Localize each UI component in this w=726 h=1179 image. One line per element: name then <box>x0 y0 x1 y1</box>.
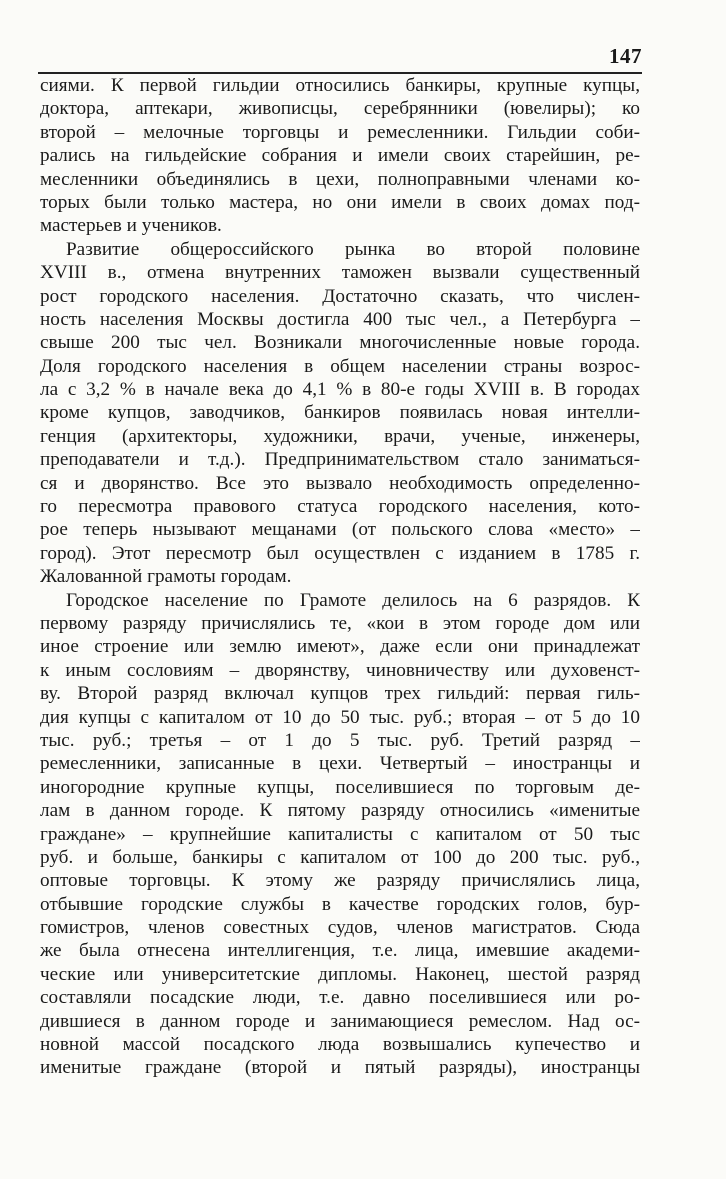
text-line: второй – мелочные торговцы и ремесленники. Гильдии соби- <box>40 121 640 143</box>
text-line: ность населения Москвы достигла 400 тыс чел., а Петербурга – <box>40 308 640 330</box>
text-line: оптовые торговцы. К этому же разряду причислялись лица, <box>40 870 640 892</box>
text-line: дившиеся в данном городе и занимающиеся ремеслом. Над ос- <box>40 1010 640 1032</box>
text-line: генция (архитекторы, художники, врачи, ученые, инженеры, <box>40 425 640 447</box>
text-line: рост городского населения. Достаточно сказать, что числен- <box>40 285 640 307</box>
text-line: го пересмотра правового статуса городского населения, кото- <box>40 496 640 518</box>
text-line: торых были только мастера, но они имели в своих домах под- <box>40 191 640 213</box>
text-line: дия купцы с капиталом от 10 до 50 тыс. руб.; вторая – от 5 до 10 <box>40 706 640 728</box>
text-line: сиями. К первой гильдии относились банкиры, крупные купцы, <box>40 75 640 96</box>
text-line: новной массой посадского люда возвышались купечество и <box>40 1034 640 1056</box>
text-line: рались на гильдейские собрания и имели своих старейшин, ре- <box>40 145 640 167</box>
text-line: ся и дворянство. Все это вызвало необходимость определенно- <box>40 472 640 494</box>
text-line: составляли посадские люди, т.е. давно поселившиеся или ро- <box>40 987 640 1009</box>
text-line: тыс. руб.; третья – от 1 до 5 тыс. руб. Третий разряд – <box>40 729 640 751</box>
text-line: ла с 3,2 % в начале века до 4,1 % в 80-е годы XVIII в. В городах <box>40 379 640 401</box>
text-line: иногородние крупные купцы, поселившиеся по торговым де- <box>40 776 640 798</box>
text-line: Доля городского населения в общем населении страны возрос- <box>40 355 640 377</box>
text-line: граждане» – крупнейшие капиталисты с капиталом от 50 тыс <box>40 823 640 845</box>
text-line: лам в данном городе. К пятому разряду относились «именитые <box>40 800 640 822</box>
text-line: руб. и больше, банкиры с капиталом от 100 до 200 тыс. руб., <box>40 846 640 868</box>
text-line: иное строение или землю имеют», даже если они принадлежат <box>40 636 640 658</box>
text-line: Развитие общероссийского рынка во второй половине <box>66 238 640 260</box>
text-line: гомистров, членов совестных судов, членов магистратов. Сюда <box>40 917 640 939</box>
text-line: ремесленники, записанные в цехи. Четвертый – иностранцы и <box>40 753 640 775</box>
text-line: XVIII в., отмена внутренних таможен вызвали существенный <box>40 262 640 284</box>
page-number: 147 <box>609 44 642 68</box>
text-line: месленники объединялись в цехи, полноправными членами ко- <box>40 168 640 190</box>
text-line: город). Этот пересмотр был осуществлен с изданием в 1785 г. <box>40 542 640 564</box>
text-line: кроме купцов, заводчиков, банкиров появилась новая интелли- <box>40 402 640 424</box>
text-line: свыше 200 тыс чел. Возникали многочисленные новые города. <box>40 332 640 354</box>
text-line: именитые граждане (второй и пятый разряды), иностранцы <box>40 1057 640 1079</box>
text-line: рое теперь нызывают мещанами (от польского слова «место» – <box>40 519 640 541</box>
text-line: Городское население по Грамоте делилось на 6 разрядов. К <box>66 589 640 611</box>
page-header <box>38 40 642 74</box>
text-line: ческие или университетские дипломы. Наконец, шестой разряд <box>40 963 640 985</box>
text-line: ву. Второй разряд включал купцов трех гильдий: первая гиль- <box>40 683 640 705</box>
text-line: преподаватели и т.д.). Предпринимательством стало заниматься- <box>40 449 640 471</box>
text-line: же была отнесена интеллигенция, т.е. лица, имевшие академи- <box>40 940 640 962</box>
text-line: первому разряду причислялись те, «кои в этом городе дом или <box>40 612 640 634</box>
text-line: отбывшие городские службы в качестве городских голов, бур- <box>40 893 640 915</box>
text-line: доктора, аптекари, живописцы, серебрянники (ювелиры); ко <box>40 98 640 120</box>
body-text <box>40 74 640 1080</box>
text-line: мастерьев и учеников. <box>40 215 222 237</box>
text-line: Жалованной грамоты городам. <box>40 566 292 588</box>
text-line: к иным сословиям – дворянству, чиновничеству или духовенст- <box>40 659 640 681</box>
